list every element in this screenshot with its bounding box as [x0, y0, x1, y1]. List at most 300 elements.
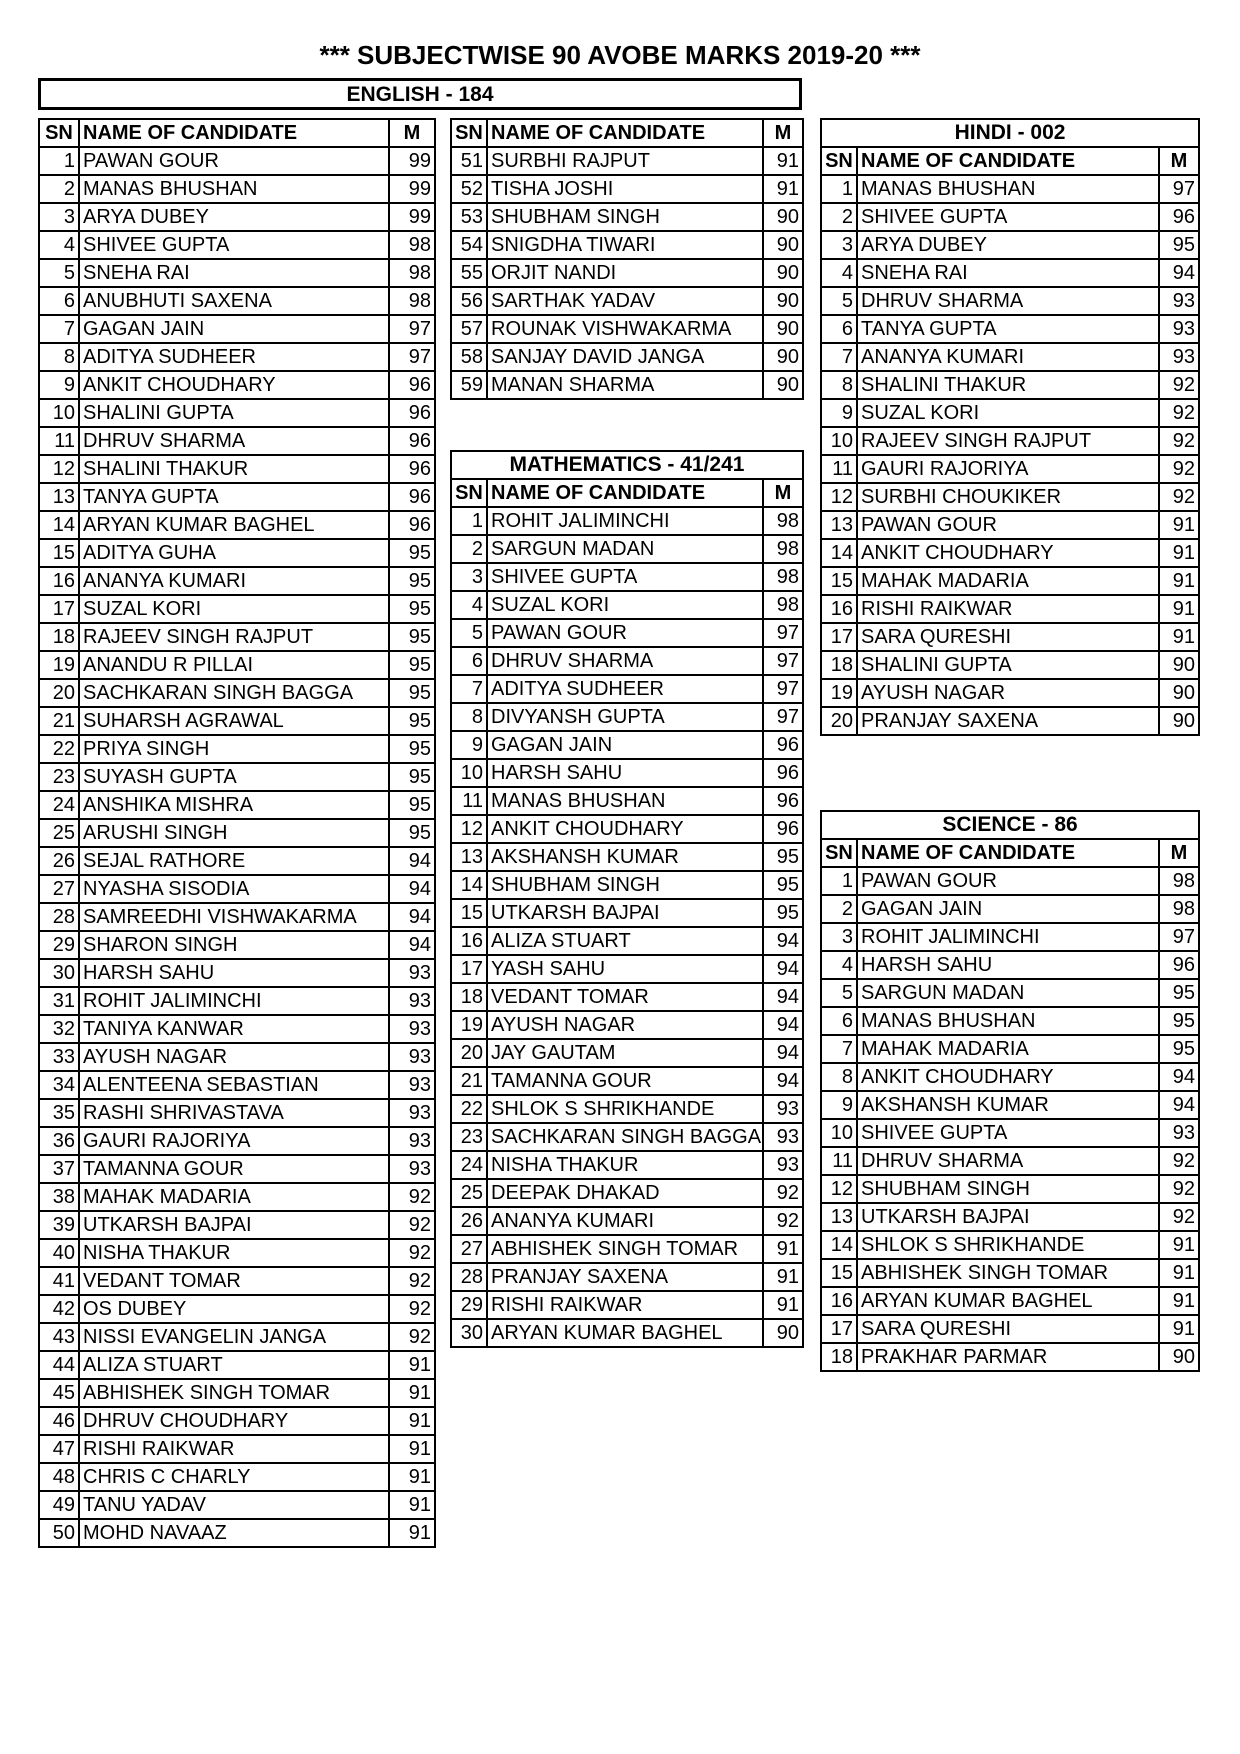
table-row — [451, 231, 803, 259]
marks: 93 — [389, 1099, 435, 1127]
candidate-name: SHALINI THAKUR — [857, 371, 1159, 399]
serial-number: 7 — [451, 675, 487, 703]
serial-number: 48 — [39, 1463, 79, 1491]
candidate-name: SUYASH GUPTA — [79, 763, 389, 791]
serial-number: 27 — [451, 1235, 487, 1263]
marks: 93 — [389, 1043, 435, 1071]
candidate-name: ROHIT JALIMINCHI — [79, 987, 389, 1015]
candidate-name: HARSH SAHU — [79, 959, 389, 987]
table-row — [39, 483, 435, 511]
candidate-name: SURBHI RAJPUT — [487, 147, 763, 175]
candidate-name: ROUNAK VISHWAKARMA — [487, 315, 763, 343]
table-row — [39, 147, 435, 175]
table-row — [39, 343, 435, 371]
table-row — [821, 483, 1199, 511]
serial-number: 2 — [821, 895, 857, 923]
table-row — [39, 763, 435, 791]
table-row — [821, 651, 1199, 679]
marks: 92 — [389, 1211, 435, 1239]
serial-number: 11 — [821, 455, 857, 483]
serial-number: 4 — [39, 231, 79, 259]
sn-header: SN — [451, 479, 487, 507]
candidate-name: SHIVEE GUPTA — [487, 563, 763, 591]
candidate-name: RAJEEV SINGH RAJPUT — [857, 427, 1159, 455]
table-row — [451, 147, 803, 175]
marks: 96 — [763, 815, 803, 843]
table-row — [451, 703, 803, 731]
serial-number: 35 — [39, 1099, 79, 1127]
candidate-name: RISHI RAIKWAR — [857, 595, 1159, 623]
candidate-name: ABHISHEK SINGH TOMAR — [79, 1379, 389, 1407]
marks: 90 — [763, 231, 803, 259]
candidate-name: ANSHIKA MISHRA — [79, 791, 389, 819]
marks: 92 — [1159, 1147, 1199, 1175]
serial-number: 52 — [451, 175, 487, 203]
serial-number: 29 — [451, 1291, 487, 1319]
table-row — [821, 371, 1199, 399]
serial-number: 21 — [39, 707, 79, 735]
table-row — [451, 1123, 803, 1151]
marks: 90 — [763, 259, 803, 287]
table-row — [39, 1071, 435, 1099]
serial-number: 15 — [821, 567, 857, 595]
marks: 91 — [763, 1263, 803, 1291]
marks: 94 — [763, 1067, 803, 1095]
table-row — [821, 951, 1199, 979]
candidate-name: ALIZA STUART — [487, 927, 763, 955]
candidate-name: HARSH SAHU — [487, 759, 763, 787]
marks: 90 — [763, 343, 803, 371]
marks-header: M — [1159, 147, 1199, 175]
serial-number: 9 — [451, 731, 487, 759]
serial-number: 1 — [451, 507, 487, 535]
table-row — [39, 1239, 435, 1267]
marks-header: M — [1159, 839, 1199, 867]
marks: 98 — [389, 231, 435, 259]
table-row — [451, 1263, 803, 1291]
table-row — [39, 1211, 435, 1239]
marks: 99 — [389, 175, 435, 203]
candidate-name: SHIVEE GUPTA — [79, 231, 389, 259]
marks: 90 — [1159, 707, 1199, 735]
serial-number: 12 — [821, 483, 857, 511]
marks: 91 — [389, 1351, 435, 1379]
table-row — [821, 539, 1199, 567]
serial-number: 53 — [451, 203, 487, 231]
candidate-name: TAMANNA GOUR — [79, 1155, 389, 1183]
serial-number: 30 — [451, 1319, 487, 1347]
marks: 91 — [1159, 1287, 1199, 1315]
serial-number: 30 — [39, 959, 79, 987]
table-row — [39, 959, 435, 987]
candidate-name: VEDANT TOMAR — [487, 983, 763, 1011]
table-row — [39, 1519, 435, 1547]
table-row — [39, 175, 435, 203]
table-row — [39, 903, 435, 931]
candidate-name: PRANJAY SAXENA — [857, 707, 1159, 735]
candidate-name: ANANYA KUMARI — [79, 567, 389, 595]
table-row — [39, 791, 435, 819]
serial-number: 23 — [451, 1123, 487, 1151]
table-row — [821, 399, 1199, 427]
serial-number: 58 — [451, 343, 487, 371]
table-row — [39, 427, 435, 455]
candidate-name: SHIVEE GUPTA — [857, 1119, 1159, 1147]
table-row — [821, 707, 1199, 735]
table-row — [451, 899, 803, 927]
table-row — [821, 1119, 1199, 1147]
candidate-name: TANYA GUPTA — [79, 483, 389, 511]
serial-number: 8 — [821, 371, 857, 399]
candidate-name: MAHAK MADARIA — [79, 1183, 389, 1211]
candidate-name: ANKIT CHOUDHARY — [857, 1063, 1159, 1091]
serial-number: 9 — [821, 399, 857, 427]
candidate-name: SANJAY DAVID JANGA — [487, 343, 763, 371]
table-row — [39, 1127, 435, 1155]
marks: 95 — [389, 539, 435, 567]
serial-number: 6 — [39, 287, 79, 315]
candidate-name: SARA QURESHI — [857, 623, 1159, 651]
table-row — [39, 455, 435, 483]
marks: 92 — [1159, 483, 1199, 511]
serial-number: 37 — [39, 1155, 79, 1183]
candidate-name: MAHAK MADARIA — [857, 1035, 1159, 1063]
table-row — [821, 567, 1199, 595]
candidate-name: ARYA DUBEY — [79, 203, 389, 231]
table-row — [821, 1287, 1199, 1315]
table-row — [39, 371, 435, 399]
candidate-name: YASH SAHU — [487, 955, 763, 983]
candidate-name: DIVYANSH GUPTA — [487, 703, 763, 731]
marks: 91 — [1159, 595, 1199, 623]
serial-number: 19 — [39, 651, 79, 679]
serial-number: 16 — [39, 567, 79, 595]
table-row — [451, 175, 803, 203]
serial-number: 20 — [451, 1039, 487, 1067]
serial-number: 23 — [39, 763, 79, 791]
serial-number: 44 — [39, 1351, 79, 1379]
table-row — [39, 259, 435, 287]
serial-number: 57 — [451, 315, 487, 343]
page-title: *** SUBJECTWISE 90 AVOBE MARKS 2019-20 *** — [319, 40, 921, 70]
table-row — [821, 979, 1199, 1007]
table-row — [451, 815, 803, 843]
table-row — [451, 591, 803, 619]
marks: 99 — [389, 147, 435, 175]
serial-number: 6 — [821, 1007, 857, 1035]
marks: 90 — [1159, 1343, 1199, 1371]
marks: 95 — [1159, 1007, 1199, 1035]
marks: 94 — [1159, 259, 1199, 287]
serial-number: 13 — [451, 843, 487, 871]
marks: 95 — [389, 595, 435, 623]
serial-number: 51 — [451, 147, 487, 175]
serial-number: 2 — [451, 535, 487, 563]
marks: 93 — [1159, 287, 1199, 315]
marks: 96 — [763, 731, 803, 759]
serial-number: 19 — [451, 1011, 487, 1039]
marks: 95 — [763, 843, 803, 871]
marks: 95 — [389, 567, 435, 595]
candidate-name: GAURI RAJORIYA — [857, 455, 1159, 483]
serial-number: 7 — [39, 315, 79, 343]
table-row — [451, 1179, 803, 1207]
serial-number: 5 — [821, 979, 857, 1007]
serial-number: 15 — [39, 539, 79, 567]
serial-number: 19 — [821, 679, 857, 707]
candidate-name: SARGUN MADAN — [487, 535, 763, 563]
marks: 94 — [763, 1039, 803, 1067]
serial-number: 15 — [451, 899, 487, 927]
candidate-name: DHRUV SHARMA — [487, 647, 763, 675]
table-row — [821, 1063, 1199, 1091]
marks: 92 — [1159, 1175, 1199, 1203]
table-row — [451, 1235, 803, 1263]
candidate-name: ANANYA KUMARI — [857, 343, 1159, 371]
marks: 95 — [389, 763, 435, 791]
marks: 91 — [763, 175, 803, 203]
serial-number: 9 — [39, 371, 79, 399]
serial-number: 17 — [821, 1315, 857, 1343]
candidate-name: ANKIT CHOUDHARY — [857, 539, 1159, 567]
marks: 94 — [389, 931, 435, 959]
marks: 92 — [1159, 371, 1199, 399]
table-row — [39, 1183, 435, 1211]
serial-number: 32 — [39, 1015, 79, 1043]
serial-number: 36 — [39, 1127, 79, 1155]
serial-number: 11 — [451, 787, 487, 815]
serial-number: 4 — [821, 259, 857, 287]
candidate-name: MOHD NAVAAZ — [79, 1519, 389, 1547]
marks: 96 — [389, 511, 435, 539]
table-row — [451, 203, 803, 231]
mathematics-table — [450, 450, 804, 1348]
marks: 91 — [1159, 567, 1199, 595]
serial-number: 1 — [821, 867, 857, 895]
serial-number: 10 — [821, 1119, 857, 1147]
marks: 92 — [1159, 399, 1199, 427]
serial-number: 8 — [451, 703, 487, 731]
candidate-name: PAWAN GOUR — [857, 511, 1159, 539]
marks: 97 — [763, 647, 803, 675]
serial-number: 14 — [451, 871, 487, 899]
table-row — [451, 1039, 803, 1067]
candidate-name: DHRUV SHARMA — [79, 427, 389, 455]
marks: 90 — [763, 1319, 803, 1347]
candidate-name: SEJAL RATHORE — [79, 847, 389, 875]
candidate-name: GAURI RAJORIYA — [79, 1127, 389, 1155]
serial-number: 3 — [451, 563, 487, 591]
candidate-name: CHRIS C CHARLY — [79, 1463, 389, 1491]
table-row — [39, 707, 435, 735]
marks: 98 — [389, 287, 435, 315]
marks: 92 — [1159, 427, 1199, 455]
name-header: NAME OF CANDIDATE — [487, 119, 763, 147]
sn-header: SN — [451, 119, 487, 147]
candidate-name: SHARON SINGH — [79, 931, 389, 959]
table-row — [39, 819, 435, 847]
serial-number: 1 — [821, 175, 857, 203]
serial-number: 21 — [451, 1067, 487, 1095]
candidate-name: SARGUN MADAN — [857, 979, 1159, 1007]
marks: 92 — [1159, 455, 1199, 483]
marks: 95 — [389, 735, 435, 763]
serial-number: 16 — [451, 927, 487, 955]
marks: 90 — [763, 371, 803, 399]
table-row — [821, 315, 1199, 343]
marks: 91 — [389, 1379, 435, 1407]
candidate-name: SNIGDHA TIWARI — [487, 231, 763, 259]
serial-number: 16 — [821, 1287, 857, 1315]
table-row — [821, 895, 1199, 923]
candidate-name: OS DUBEY — [79, 1295, 389, 1323]
marks: 93 — [389, 1015, 435, 1043]
candidate-name: ARYA DUBEY — [857, 231, 1159, 259]
serial-number: 46 — [39, 1407, 79, 1435]
serial-number: 47 — [39, 1435, 79, 1463]
sn-header: SN — [821, 147, 857, 175]
serial-number: 26 — [39, 847, 79, 875]
serial-number: 25 — [39, 819, 79, 847]
table-row — [39, 1015, 435, 1043]
marks: 91 — [1159, 623, 1199, 651]
serial-number: 25 — [451, 1179, 487, 1207]
candidate-name: ARYAN KUMAR BAGHEL — [857, 1287, 1159, 1315]
serial-number: 24 — [39, 791, 79, 819]
table-row — [821, 595, 1199, 623]
name-header: NAME OF CANDIDATE — [857, 839, 1159, 867]
serial-number: 5 — [39, 259, 79, 287]
candidate-name: UTKARSH BAJPAI — [79, 1211, 389, 1239]
serial-number: 43 — [39, 1323, 79, 1351]
serial-number: 17 — [451, 955, 487, 983]
serial-number: 28 — [451, 1263, 487, 1291]
table-row — [39, 1407, 435, 1435]
candidate-name: TANU YADAV — [79, 1491, 389, 1519]
candidate-name: NISHA THAKUR — [79, 1239, 389, 1267]
marks: 95 — [389, 707, 435, 735]
sn-header: SN — [39, 119, 79, 147]
table-row — [451, 1291, 803, 1319]
marks: 98 — [763, 591, 803, 619]
marks: 91 — [763, 1291, 803, 1319]
serial-number: 33 — [39, 1043, 79, 1071]
serial-number: 42 — [39, 1295, 79, 1323]
candidate-name: SHUBHAM SINGH — [487, 871, 763, 899]
marks: 91 — [389, 1491, 435, 1519]
table-row — [451, 535, 803, 563]
candidate-name: SUZAL KORI — [487, 591, 763, 619]
marks: 98 — [763, 535, 803, 563]
table-row — [821, 1035, 1199, 1063]
table-row — [821, 1259, 1199, 1287]
table-row — [821, 867, 1199, 895]
candidate-name: UTKARSH BAJPAI — [487, 899, 763, 927]
marks: 92 — [389, 1295, 435, 1323]
table-row — [39, 511, 435, 539]
candidate-name: TANYA GUPTA — [857, 315, 1159, 343]
table-row — [821, 1091, 1199, 1119]
english-table-1 — [38, 118, 436, 1548]
candidate-name: SACHKARAN SINGH BAGGA — [487, 1123, 763, 1151]
serial-number: 34 — [39, 1071, 79, 1099]
marks: 91 — [1159, 1231, 1199, 1259]
marks: 90 — [1159, 651, 1199, 679]
marks: 93 — [763, 1095, 803, 1123]
candidate-name: ANANYA KUMARI — [487, 1207, 763, 1235]
serial-number: 1 — [39, 147, 79, 175]
serial-number: 20 — [39, 679, 79, 707]
candidate-name: MANAS BHUSHAN — [857, 175, 1159, 203]
table-row — [451, 927, 803, 955]
candidate-name: ABHISHEK SINGH TOMAR — [857, 1259, 1159, 1287]
serial-number: 6 — [821, 315, 857, 343]
candidate-name: MANAS BHUSHAN — [79, 175, 389, 203]
marks: 91 — [389, 1463, 435, 1491]
serial-number: 39 — [39, 1211, 79, 1239]
candidate-name: SUHARSH AGRAWAL — [79, 707, 389, 735]
serial-number: 9 — [821, 1091, 857, 1119]
marks: 94 — [763, 955, 803, 983]
table-row — [39, 1379, 435, 1407]
marks: 92 — [763, 1179, 803, 1207]
table-row — [39, 595, 435, 623]
marks: 93 — [389, 1155, 435, 1183]
serial-number: 18 — [821, 651, 857, 679]
table-row — [821, 1315, 1199, 1343]
marks: 92 — [389, 1239, 435, 1267]
serial-number: 38 — [39, 1183, 79, 1211]
serial-number: 56 — [451, 287, 487, 315]
marks: 92 — [389, 1323, 435, 1351]
candidate-name: GAGAN JAIN — [487, 731, 763, 759]
table-row — [451, 843, 803, 871]
candidate-name: TANIYA KANWAR — [79, 1015, 389, 1043]
marks: 91 — [389, 1435, 435, 1463]
marks: 95 — [389, 623, 435, 651]
serial-number: 28 — [39, 903, 79, 931]
marks: 95 — [389, 819, 435, 847]
candidate-name: MAHAK MADARIA — [857, 567, 1159, 595]
serial-number: 22 — [451, 1095, 487, 1123]
serial-number: 2 — [821, 203, 857, 231]
serial-number: 18 — [451, 983, 487, 1011]
table-row — [821, 1007, 1199, 1035]
table-row — [39, 315, 435, 343]
table-row — [451, 1319, 803, 1347]
serial-number: 10 — [39, 399, 79, 427]
candidate-name: SHLOK S SHRIKHANDE — [487, 1095, 763, 1123]
marks: 94 — [1159, 1091, 1199, 1119]
marks: 91 — [1159, 511, 1199, 539]
table-row — [821, 455, 1199, 483]
candidate-name: TAMANNA GOUR — [487, 1067, 763, 1095]
table-row — [451, 371, 803, 399]
table-row — [451, 983, 803, 1011]
candidate-name: TISHA JOSHI — [487, 175, 763, 203]
marks: 95 — [763, 871, 803, 899]
candidate-name: ADITYA SUDHEER — [487, 675, 763, 703]
marks: 96 — [763, 759, 803, 787]
science-title: SCIENCE - 86 — [821, 811, 1199, 839]
table-row — [451, 871, 803, 899]
candidate-name: DHRUV CHOUDHARY — [79, 1407, 389, 1435]
candidate-name: PAWAN GOUR — [857, 867, 1159, 895]
candidate-name: SAMREEDHI VISHWAKARMA — [79, 903, 389, 931]
serial-number: 49 — [39, 1491, 79, 1519]
marks: 90 — [763, 203, 803, 231]
table-row — [39, 1099, 435, 1127]
